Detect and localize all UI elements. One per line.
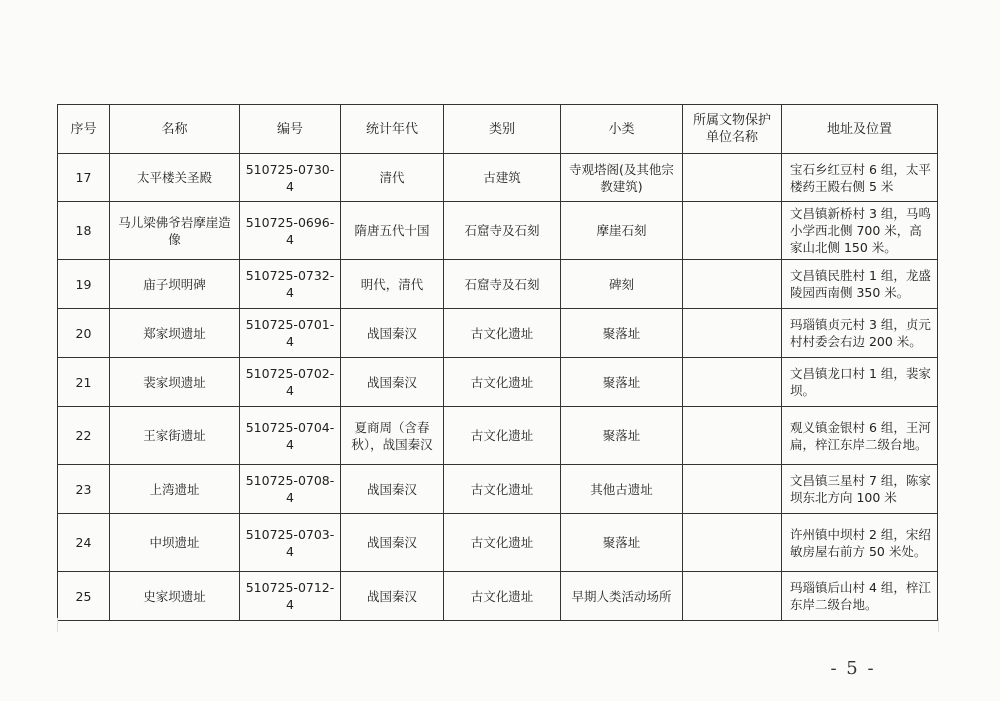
cell-seq: 25 <box>58 572 110 621</box>
cell-code: 510725-0701-4 <box>240 309 341 358</box>
cell-era: 战国秦汉 <box>341 465 444 514</box>
cell-era: 战国秦汉 <box>341 358 444 407</box>
cell-era: 隋唐五代十国 <box>341 202 444 260</box>
page-number: - 5 - <box>830 658 876 679</box>
cell-address: 文昌镇新桥村 3 组，马鸣小学西北侧 700 米，高家山北侧 150 米。 <box>782 202 938 260</box>
cell-address: 文昌镇龙口村 1 组，裴家坝。 <box>782 358 938 407</box>
cell-subcategory: 其他古遗址 <box>561 465 683 514</box>
header-name: 名称 <box>110 105 240 154</box>
cell-seq: 21 <box>58 358 110 407</box>
cell-subcategory: 聚落址 <box>561 514 683 572</box>
table-row <box>58 358 938 407</box>
cell-category: 古文化遗址 <box>444 514 561 572</box>
cell-protection-unit <box>683 154 782 202</box>
table-row <box>58 514 938 572</box>
cell-era: 明代，清代 <box>341 260 444 309</box>
header-category: 类别 <box>444 105 561 154</box>
cell-category: 古建筑 <box>444 154 561 202</box>
cell-address: 玛瑙镇贞元村 3 组，贞元村村委会右边 200 米。 <box>782 309 938 358</box>
cell-category: 古文化遗址 <box>444 309 561 358</box>
cell-address: 观义镇金银村 6 组，王河扁，梓江东岸二级台地。 <box>782 407 938 465</box>
cell-protection-unit <box>683 465 782 514</box>
cell-category: 古文化遗址 <box>444 407 561 465</box>
table-header-row <box>58 105 938 154</box>
header-seq: 序号 <box>58 105 110 154</box>
cell-era: 战国秦汉 <box>341 514 444 572</box>
cell-seq: 17 <box>58 154 110 202</box>
cell-subcategory: 摩崖石刻 <box>561 202 683 260</box>
cell-name: 王家街遗址 <box>110 407 240 465</box>
cell-subcategory: 聚落址 <box>561 358 683 407</box>
cell-name: 太平楼关圣殿 <box>110 154 240 202</box>
cell-name: 庙子坝明碑 <box>110 260 240 309</box>
cell-category: 石窟寺及石刻 <box>444 260 561 309</box>
header-code: 编号 <box>240 105 341 154</box>
table-row <box>58 465 938 514</box>
cell-subcategory: 碑刻 <box>561 260 683 309</box>
cell-code: 510725-0703-4 <box>240 514 341 572</box>
cell-subcategory: 聚落址 <box>561 407 683 465</box>
cell-protection-unit <box>683 358 782 407</box>
header-address: 地址及位置 <box>782 105 938 154</box>
cell-era: 清代 <box>341 154 444 202</box>
table-row <box>58 407 938 465</box>
cell-protection-unit <box>683 260 782 309</box>
cell-name: 马儿梁佛爷岩摩崖造像 <box>110 202 240 260</box>
table-row <box>58 154 938 202</box>
cell-name: 郑家坝遗址 <box>110 309 240 358</box>
cell-protection-unit <box>683 514 782 572</box>
cell-address: 许州镇中坝村 2 组，宋绍敏房屋右前方 50 米处。 <box>782 514 938 572</box>
cell-address: 玛瑙镇后山村 4 组，梓江东岸二级台地。 <box>782 572 938 621</box>
cell-category: 石窟寺及石刻 <box>444 202 561 260</box>
cell-era: 战国秦汉 <box>341 572 444 621</box>
cell-era: 战国秦汉 <box>341 309 444 358</box>
cell-seq: 20 <box>58 309 110 358</box>
table-bottom-bleed <box>57 618 939 632</box>
cell-name: 上湾遗址 <box>110 465 240 514</box>
cell-name: 史家坝遗址 <box>110 572 240 621</box>
header-era: 统计年代 <box>341 105 444 154</box>
table-row <box>58 572 938 621</box>
cell-code: 510725-0708-4 <box>240 465 341 514</box>
cell-era: 夏商周（含春秋），战国秦汉 <box>341 407 444 465</box>
cell-code: 510725-0704-4 <box>240 407 341 465</box>
cell-address: 宝石乡红豆村 6 组，太平楼药王殿右侧 5 米 <box>782 154 938 202</box>
cell-code: 510725-0732-4 <box>240 260 341 309</box>
cell-name: 中坝遗址 <box>110 514 240 572</box>
header-protection-unit: 所属文物保护单位名称 <box>683 105 782 154</box>
cell-category: 古文化遗址 <box>444 358 561 407</box>
cell-code: 510725-0712-4 <box>240 572 341 621</box>
cell-protection-unit <box>683 407 782 465</box>
cell-address: 文昌镇民胜村 1 组，龙盛陵园西南侧 350 米。 <box>782 260 938 309</box>
cell-address: 文昌镇三星村 7 组，陈家坝东北方向 100 米 <box>782 465 938 514</box>
cell-seq: 18 <box>58 202 110 260</box>
cell-subcategory: 聚落址 <box>561 309 683 358</box>
cell-code: 510725-0730-4 <box>240 154 341 202</box>
cell-name: 裴家坝遗址 <box>110 358 240 407</box>
cell-seq: 23 <box>58 465 110 514</box>
cell-category: 古文化遗址 <box>444 465 561 514</box>
cell-subcategory: 寺观塔阁(及其他宗教建筑) <box>561 154 683 202</box>
cell-protection-unit <box>683 202 782 260</box>
cell-seq: 19 <box>58 260 110 309</box>
cell-protection-unit <box>683 572 782 621</box>
cell-code: 510725-0702-4 <box>240 358 341 407</box>
cell-seq: 24 <box>58 514 110 572</box>
cell-subcategory: 早期人类活动场所 <box>561 572 683 621</box>
cell-category: 古文化遗址 <box>444 572 561 621</box>
header-subcategory: 小类 <box>561 105 683 154</box>
table-row <box>58 309 938 358</box>
cell-code: 510725-0696-4 <box>240 202 341 260</box>
heritage-site-table <box>57 104 938 621</box>
cell-protection-unit <box>683 309 782 358</box>
table-row <box>58 260 938 309</box>
table-row <box>58 202 938 260</box>
cell-seq: 22 <box>58 407 110 465</box>
